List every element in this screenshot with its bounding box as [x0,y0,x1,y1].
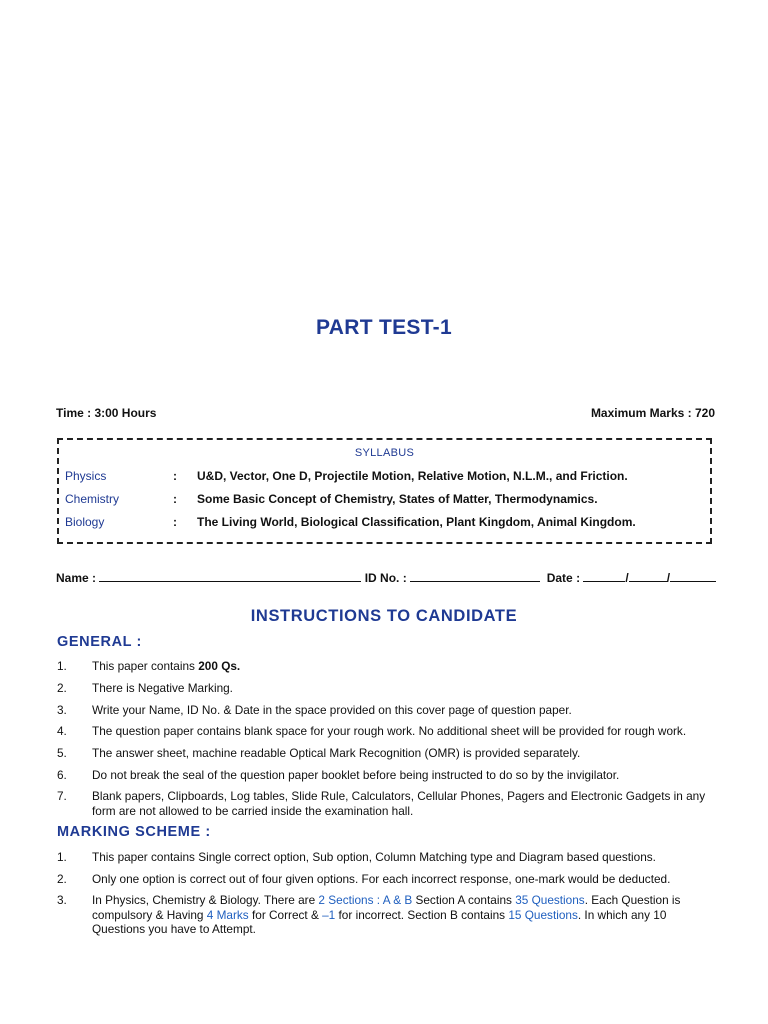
item-number: 4. [57,724,67,738]
item-text: for incorrect. Section B contains [335,907,509,922]
date-month-field[interactable] [629,571,667,582]
id-label: ID No. : [364,571,407,585]
item-number: 1. [57,850,67,864]
marking-item [57,850,717,865]
syllabus-colon: : [173,492,177,506]
name-field[interactable] [99,571,361,582]
syllabus-colon: : [173,515,177,529]
item-text: Blank papers, Clipboards, Log tables, Slide Rule, Calculators, Cellular Phones, Pagers and Electronic Gadgets in any form are not allowed to be carried inside the examination hall. [92,789,706,818]
item-text: The question paper contains blank space for your rough work. No additional sheet will be provided for rough work. [92,724,687,738]
syllabus-box [57,438,712,544]
id-field[interactable] [410,571,540,582]
general-item [57,681,717,696]
general-item [57,724,717,739]
item-text: This paper contains [92,659,199,673]
page-title: PART TEST-1 [316,316,452,339]
syllabus-row-chemistry [65,492,705,506]
syllabus-topics: Some Basic Concept of Chemistry, States of Matter, Thermodynamics. [197,492,598,506]
marking-item [57,893,717,937]
syllabus-colon: : [173,469,177,483]
item-number: 1. [57,659,67,673]
highlight-text: 4 Marks [206,907,249,922]
candidate-details-row [56,571,716,585]
item-text: . Each Question is compulsory & Having [92,893,681,922]
date-year-field[interactable] [670,571,716,582]
date-separator: / [625,571,629,585]
syllabus-topics: The Living World, Biological Classification, Plant Kingdom, Animal Kingdom. [197,515,636,529]
time-label: Time : 3:00 Hours [56,406,157,420]
item-text: Write your Name, ID No. & Date in the space provided on this cover page of question paper. [92,703,572,717]
general-item [57,789,717,818]
date-separator: / [666,571,671,585]
item-text: There is Negative Marking. [92,681,233,695]
item-text: The answer sheet, machine readable Optical Mark Recognition (OMR) is provided separately. [92,746,581,760]
syllabus-row-biology [65,515,705,529]
date-day-field[interactable] [583,571,625,582]
general-item [57,659,717,674]
item-text: Do not break the seal of the question paper booklet before being instructed to do so by the invigilator. [92,768,620,782]
syllabus-row-physics [65,469,705,483]
highlight-text: 35 Questions [515,893,585,907]
item-number: 3. [57,893,67,907]
item-number: 7. [57,789,67,803]
name-label: Name : [56,571,97,585]
syllabus-heading: SYLLABUS [354,447,415,459]
highlight-text: –1 [322,907,336,922]
general-heading: GENERAL : [57,634,142,650]
general-item [57,768,717,783]
syllabus-subject: Biology [65,515,105,529]
exam-info-row [56,406,715,420]
instructions-heading: INSTRUCTIONS TO CANDIDATE [250,607,518,625]
item-text: Section A contains [412,893,516,907]
item-text: This paper contains Single correct option, Sub option, Column Matching type and Diagram based questions. [92,850,656,864]
marking-scheme-heading: MARKING SCHEME : [57,824,211,840]
item-text: Only one option is correct out of four given options. For each incorrect response, one-mark would be deducted. [92,872,671,886]
highlight-text: 15 Questions [508,907,578,922]
date-label: Date : [546,571,581,585]
item-number: 2. [57,681,67,695]
item-text-bold: 200 Qs. [198,659,241,673]
general-item [57,746,717,761]
syllabus-subject: Chemistry [65,492,120,506]
item-number: 2. [57,872,67,886]
syllabus-subject: Physics [65,469,107,483]
item-text: . In which any 10 Questions you have to Attempt. [92,907,667,936]
syllabus-topics: U&D, Vector, One D, Projectile Motion, Relative Motion, N.L.M., and Friction. [197,469,628,483]
max-marks-label: Maximum Marks : 720 [590,406,715,420]
general-item [57,703,717,718]
highlight-text: : [373,893,383,907]
highlight-text: A & B [382,893,413,907]
highlight-text: 2 Sections [318,893,374,907]
item-number: 3. [57,703,67,717]
item-number: 5. [57,746,67,760]
item-text: In Physics, Chemistry & Biology. There are [92,893,319,907]
item-number: 6. [57,768,67,782]
marking-item [57,872,717,887]
item-text: for Correct & [248,907,323,922]
